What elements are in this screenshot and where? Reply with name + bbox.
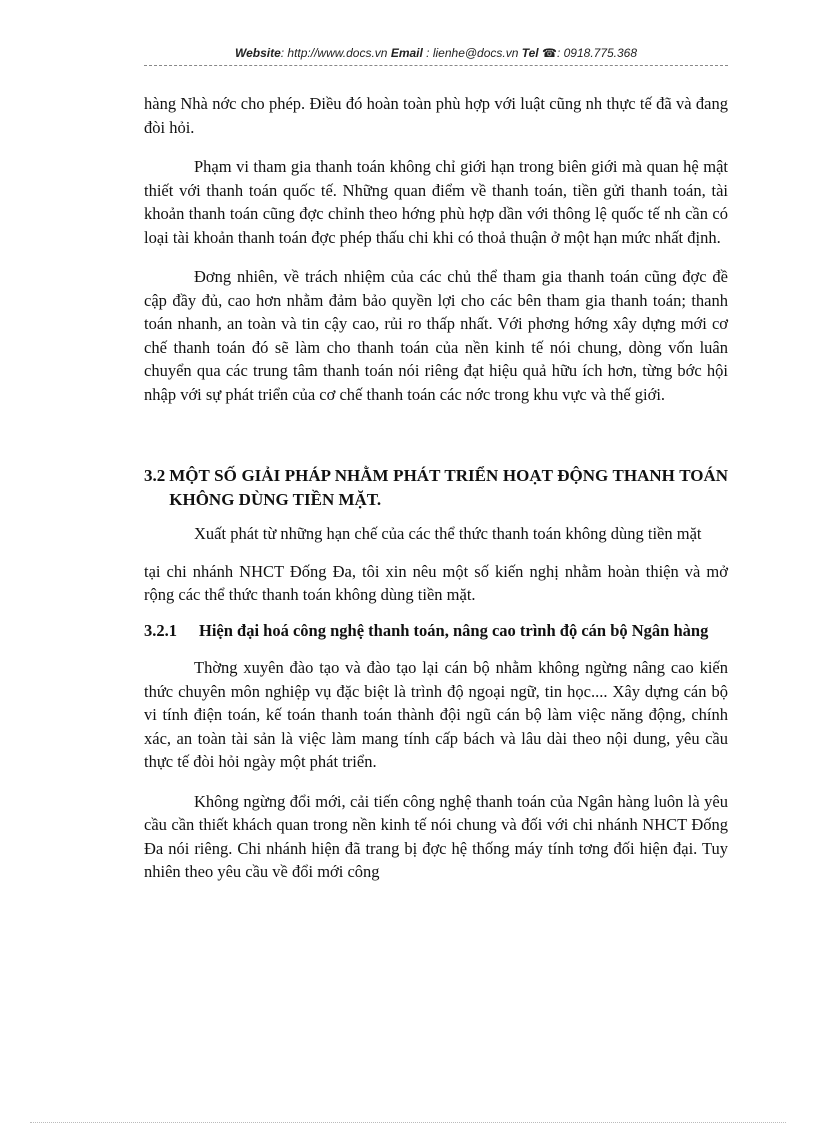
tel-label: Tel xyxy=(521,46,539,60)
email-value[interactable]: : lienhe@docs.vn xyxy=(426,46,519,60)
header-divider xyxy=(144,65,728,66)
paragraph-5: tại chi nhánh NHCT Đống Đa, tôi xin nêu một số kiến nghị nhằm hoàn thiện và mở rộng các thể thức thanh toán không dùng tiền mặt. xyxy=(144,561,728,604)
section-number: 3.2 xyxy=(144,466,166,485)
subsection-title: Hiện đại hoá công nghệ thanh toán, nâng cao trình độ cán bộ Ngân hàng xyxy=(199,620,709,640)
section-heading-3-2 xyxy=(144,464,728,512)
page-header xyxy=(144,46,728,60)
paragraph-1: hàng Nhà nớc cho phép. Điều đó hoàn toàn phù hợp với luật cũng nh thực tế đã và đang đòi hỏi. xyxy=(144,94,728,137)
document-body xyxy=(144,92,728,884)
tel-value: : 0918.775.368 xyxy=(556,46,638,60)
paragraph-7: Không ngừng đổi mới, cải tiến công nghệ thanh toán của Ngân hàng luôn là yêu cầu cần thiết khách quan trong nền kinh tế nói chung và đối với chi nhánh NHCT Đống Đa nói riêng. Chi nhánh hiện đã trang bị đợc hệ thống máy tính tơng đối hiện đại. Tuy nhiên theo yêu cầu về đổi mới công xyxy=(144,791,728,881)
paragraph-2: Phạm vi tham gia thanh toán không chỉ giới hạn trong biên giới mà quan hệ mật thiết với thanh toán quốc tế. Những quan điểm về thanh toán, tiền gửi thanh toán, tài khoản thanh toán cũng đợc chỉnh theo hớng phù hợp dần với thông lệ quốc tế nh cần có loại tài khoản thanh toán đợc phép thấu chi khi có thoả thuận ở một hạn mức nhất định. xyxy=(144,157,728,247)
paragraph-3: Đơng nhiên, về trách nhiệm của các chủ thể tham gia thanh toán cũng đợc đề cập đầy đủ, cao hơn nhằm đảm bảo quyền lợi cho các bên tham gia thanh toán; thanh toán nhanh, an toàn và tin cậy cao, rủi ro thấp nhất. Với phơng hớng xây dựng mới cơ chế thanh toán đó sẽ làm cho thanh toán của nền kinh tế nói chung, dòng vốn luân chuyển qua các trung tâm thanh toán nói riêng đạt hiệu quả hữu ích hơn, từng bớc hội nhập với sự phát triển của cơ chế thanh toán các nớc trong khu vực và thế giới. xyxy=(144,267,728,404)
section-heading-3-2-1 xyxy=(144,619,728,643)
email-label: Email xyxy=(390,46,423,60)
paragraph-4: Xuất phát từ những hạn chế của các thể thức thanh toán không dùng tiền mặt xyxy=(194,524,702,543)
subsection-number: 3.2.1 xyxy=(144,620,177,640)
website-value[interactable]: : http://www.docs.vn xyxy=(280,46,388,60)
section-title: MỘT SỐ GIẢI PHÁP NHẰM PHÁT TRIỂN HOẠT ĐỘNG THANH TOÁN KHÔNG DÙNG TIỀN MẶT. xyxy=(169,466,728,509)
paragraph-6: Thờng xuyên đào tạo và đào tạo lại cán bộ nhằm không ngừng nâng cao kiến thức chuyên môn nghiệp vụ đặc biệt là trình độ ngoại ngữ, tin học.... Xây dựng cán bộ vi tính điện toán, kế toán thanh toán thành đội ngũ cán bộ làm việc năng động, chính xác, an toàn tài sản là việc làm mang tính cấp bách và lâu dài theo nội dung, yêu cầu thực tế đòi hỏi ngày một phát triển. xyxy=(144,658,728,771)
phone-icon: ☎ xyxy=(542,46,557,60)
website-label: Website xyxy=(234,46,281,60)
